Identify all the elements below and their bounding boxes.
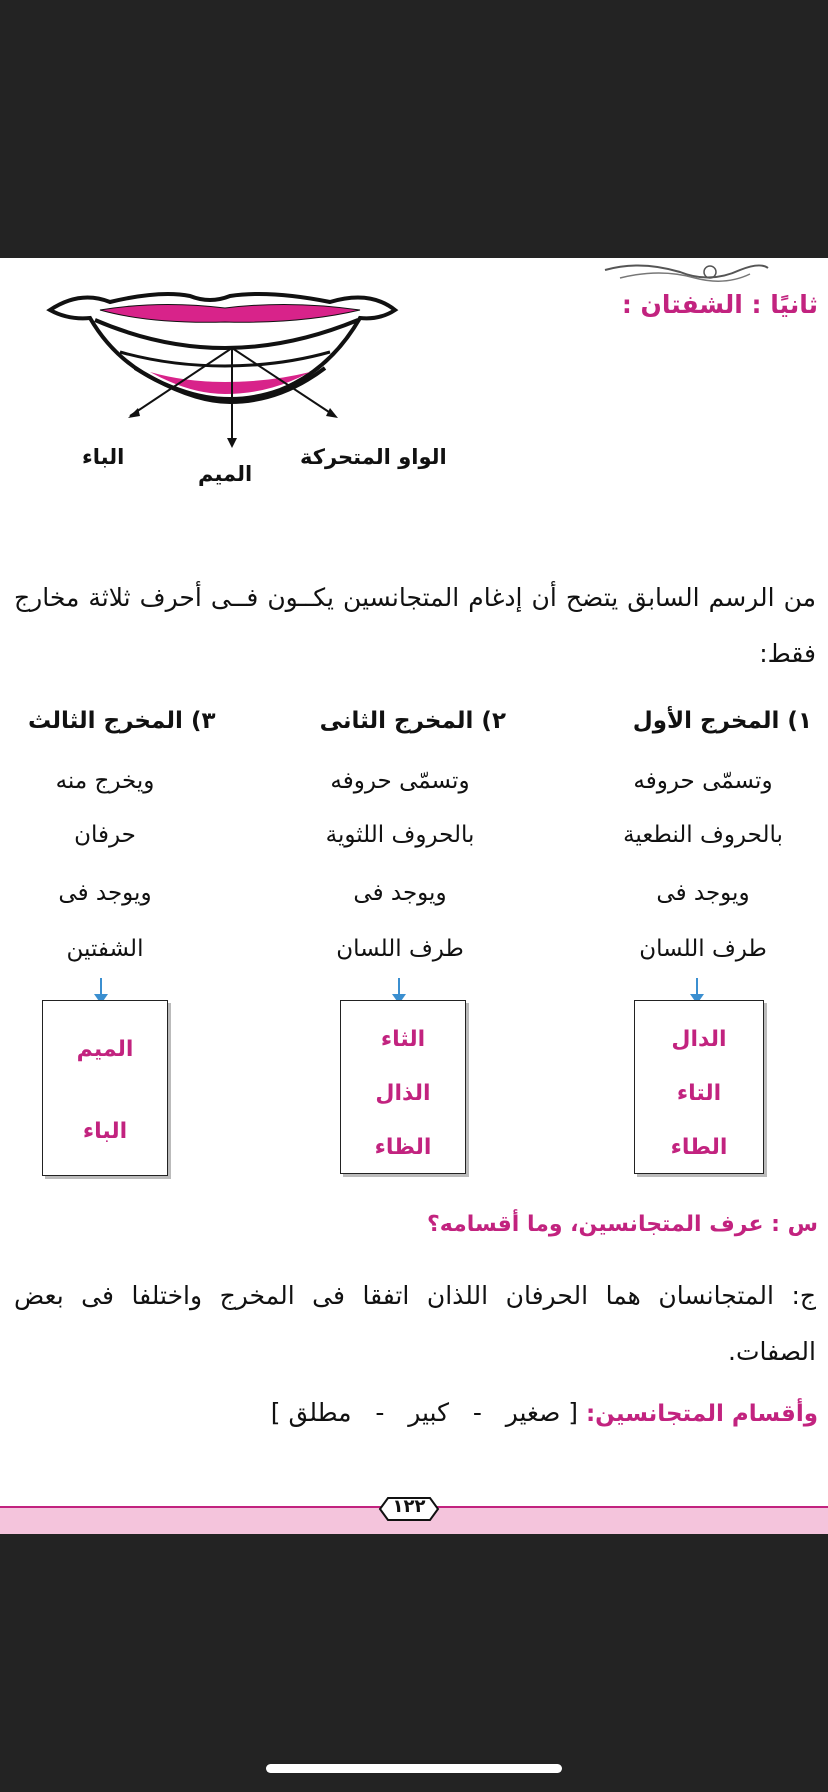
letter: الثاء xyxy=(380,1027,426,1052)
letters-box-1 xyxy=(634,1000,764,1174)
answer: ج: المتجانسان هما الحرفان اللذان اتفقا فى المخرج واختلفا فى بعض الصفات. xyxy=(14,1281,816,1366)
section-title: ثانيًا : الشفتان : xyxy=(621,290,818,319)
question: س : عرف المتجانسين، وما أقسامه؟ xyxy=(426,1212,818,1237)
letters-box-2 xyxy=(340,1000,466,1174)
col3-line: ويخرج منه xyxy=(55,768,155,794)
page-number-badge xyxy=(374,1494,444,1524)
col2-line: بالحروف اللثوية xyxy=(325,822,475,848)
letter: الدال xyxy=(671,1027,727,1052)
types-values: [ صغير - كبير - مطلق ] xyxy=(270,1398,579,1427)
label-meem: الميم xyxy=(198,462,253,486)
col2-line: طرف اللسان xyxy=(336,936,464,962)
letter: الذال xyxy=(375,1081,431,1106)
ornament-icon xyxy=(600,258,770,288)
letter: التاء xyxy=(676,1081,722,1106)
intro-paragraph: من الرسم السابق يتضح أن إدغام المتجانسين يكــون فــى أحرف ثلاثة مخارج فقط: xyxy=(14,583,816,668)
arrow-down-icon xyxy=(696,978,698,996)
home-indicator[interactable] xyxy=(266,1764,562,1773)
col3-line: حرفان xyxy=(74,822,136,848)
letters-box-3 xyxy=(42,1000,168,1176)
arrow-down-icon xyxy=(100,978,102,996)
letter: الظاء xyxy=(374,1135,432,1160)
col3-heading: ٣) المخرج الثالث xyxy=(28,708,216,734)
col2-heading: ٢) المخرج الثانى xyxy=(319,708,506,734)
letter: الطاء xyxy=(670,1135,728,1160)
types-line xyxy=(271,1398,818,1427)
types-label: وأقسام المتجانسين: xyxy=(585,1401,818,1427)
col1-line: بالحروف النطعية xyxy=(623,822,783,848)
arrow-down-icon xyxy=(398,978,400,996)
label-waw: الواو المتحركة xyxy=(300,445,447,469)
label-baa: الباء xyxy=(82,445,125,469)
col2-line: وتسمّى حروفه xyxy=(330,768,470,794)
col1-line: وتسمّى حروفه xyxy=(633,768,773,794)
page-number: ١٢٢ xyxy=(392,1496,426,1517)
col3-line: الشفتين xyxy=(66,936,144,962)
col1-heading: ١) المخرج الأول xyxy=(632,708,812,734)
col1-line: طرف اللسان xyxy=(639,936,767,962)
letter: الباء xyxy=(82,1119,128,1144)
col3-line: ويوجد فى xyxy=(58,880,152,906)
col1-line: ويوجد فى xyxy=(656,880,750,906)
letter: الميم xyxy=(76,1037,134,1062)
col2-line: ويوجد فى xyxy=(353,880,447,906)
